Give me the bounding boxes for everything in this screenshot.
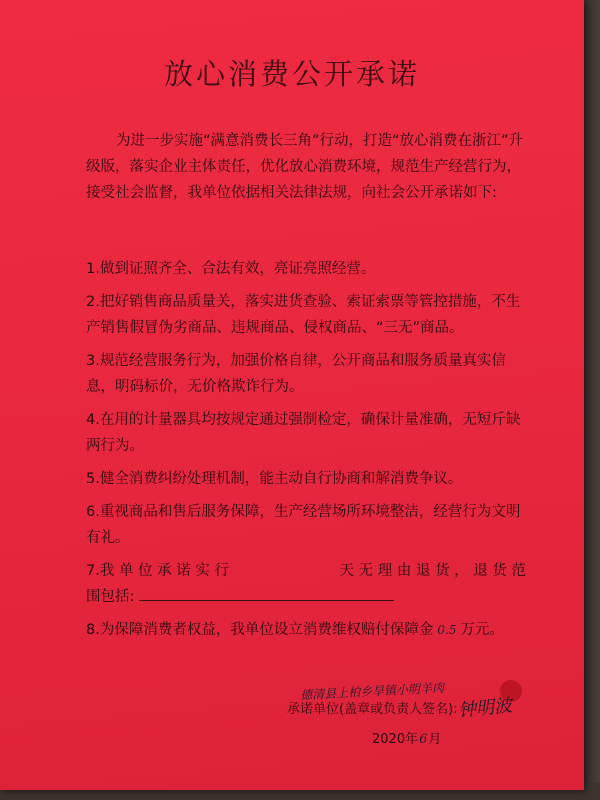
date-month-suffix: 月 bbox=[428, 732, 442, 747]
signer-label: 承诺单位(盖章或负责人签名): bbox=[287, 702, 458, 717]
pledge-date bbox=[372, 728, 441, 747]
pledge-item-4: 4.在用的计量器具均按规定通过强制检定，确保计量准确，无短斤缺两行为。 bbox=[86, 412, 521, 454]
pledge-item-1: 1.做到证照齐全、合法有效，亮证亮照经营。 bbox=[86, 261, 376, 277]
pledge-item-8 bbox=[86, 617, 526, 643]
return-scope-label: 围包括: bbox=[86, 589, 135, 605]
pledge-item-7-line-2 bbox=[86, 584, 526, 610]
date-year: 2020年 bbox=[372, 732, 419, 747]
pledge-item-8-suffix: 万元。 bbox=[460, 622, 504, 638]
intro-paragraph: 为进一步实施“满意消费长三角”行动，打造“放心消费在浙江”升级版，落实企业主体责任，优化放心消费环境，规范生产经营行为，接受社会监督，我单位依据相关法律法规，向社会公开承诺如下: bbox=[86, 133, 524, 201]
pledge-list bbox=[86, 256, 526, 650]
pledge-item-7 bbox=[86, 558, 526, 610]
guarantee-amount: 0.5 bbox=[437, 623, 457, 637]
date-month-handwritten: 6 bbox=[419, 732, 428, 747]
pledge-item-7-line-1 bbox=[86, 558, 526, 584]
handwritten-signature: 钟明波 bbox=[457, 695, 514, 722]
return-scope-blank bbox=[139, 584, 394, 601]
pledge-item-8-prefix: 8.为保障消费者权益，我单位设立消费维权赔付保障金 bbox=[86, 622, 434, 638]
pledge-item-2: 2.把好销售商品质量关，落实进货查验、索证索票等管控措施，不生产销售假冒伪劣商品、违规商品、侵权商品、“三无”商品。 bbox=[86, 294, 521, 336]
pledge-item-6: 6.重视商品和售后服务保障，生产经营场所环境整洁，经营行为文明有礼。 bbox=[86, 504, 521, 546]
pledge-item-7-prefix: 7.我 单 位 承 诺 实 行 bbox=[86, 563, 229, 579]
page-title: 放心消费公开承诺 bbox=[163, 57, 420, 91]
pledge-item-7-middle: 天 无 理 由 退 货 ， 退 货 范 bbox=[339, 563, 526, 579]
pledge-item-5: 5.健全消费纠纷处理机制，能主动自行协商和解消费争议。 bbox=[86, 471, 463, 487]
handwritten-unit-name: 德清县上柏乡旱镇小明羊肉 bbox=[299, 680, 445, 703]
pledge-item-3: 3.规范经营服务行为，加强价格自律，公开商品和服务质量真实信息，明码标价，无价格欺诈行为。 bbox=[86, 353, 506, 395]
